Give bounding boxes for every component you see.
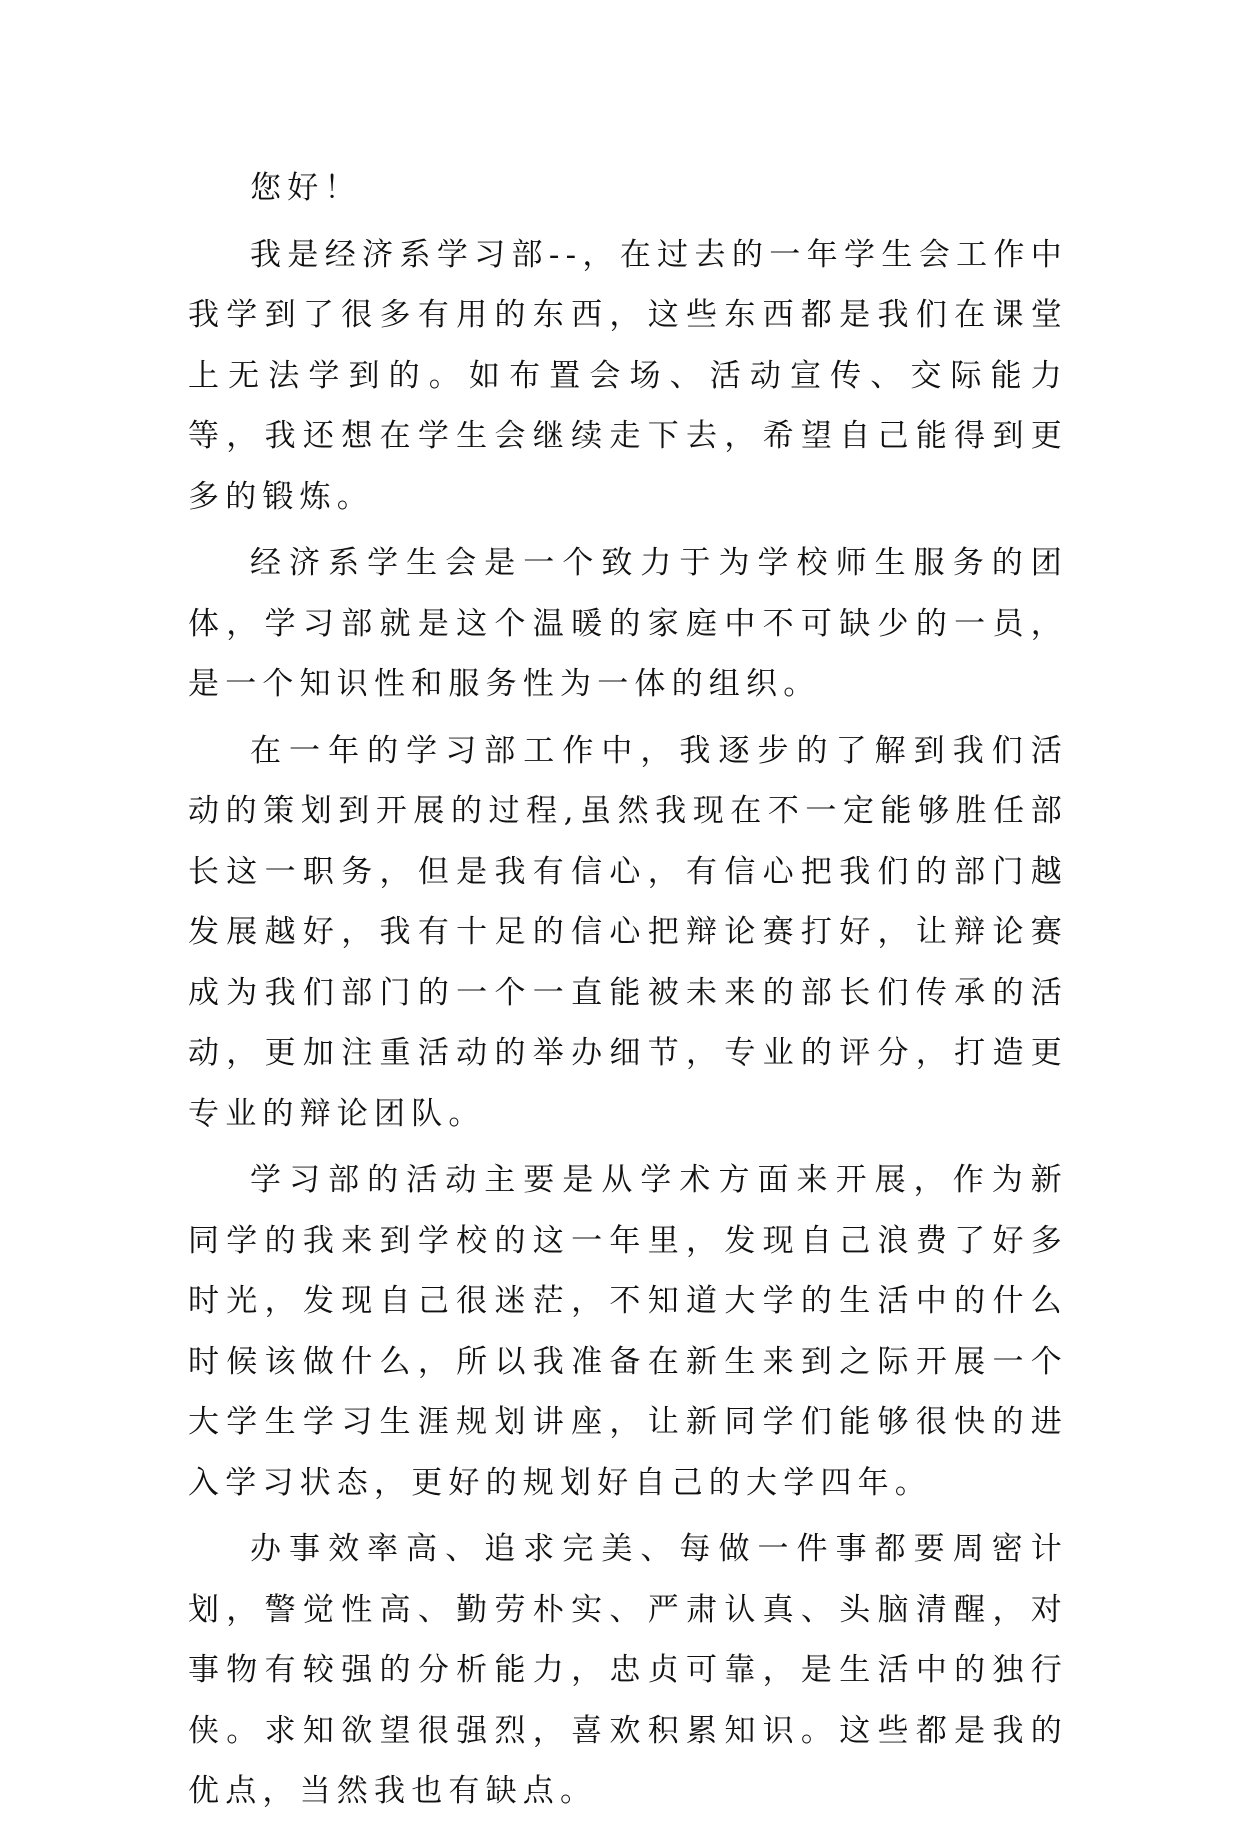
paragraph-2: 经济系学生会是一个致力于为学校师生服务的团体，学习部就是这个温暖的家庭中不可缺少的一员，是一个知识性和服务性为一体的组织。: [188, 545, 1068, 702]
paragraph-3: 在一年的学习部工作中，我逐步的了解到我们活动的策划到开展的过程,虽然我现在不一定能够胜任部长这一职务，但是我有信心，有信心把我们的部门越发展越好，我有十足的信心把辩论赛打好，让辩论赛成为我们部门的一个一直能被未来的部长们传承的活动，更加注重活动的举办细节，专业的评分，打造更专业的辩论团队。: [188, 732, 1068, 1132]
paragraph-4: 学习部的活动主要是从学术方面来开展，作为新同学的我来到学校的这一年里，发现自己浪费了好多时光，发现自己很迷茫，不知道大学的生活中的什么时候该做什么，所以我准备在新生来到之际开展一个大学生学习生涯规划讲座，让新同学们能够很快的进入学习状态，更好的规划好自己的大学四年。: [188, 1162, 1068, 1501]
paragraph-5: 办事效率高、追求完美、每做一件事都要周密计划，警觉性高、勤劳朴实、严肃认真、头脑清醒，对事物有较强的分析能力，忠贞可靠，是生活中的独行侠。求知欲望很强烈，喜欢积累知识。这些都是我的优点，当然我也有缺点。: [188, 1531, 1068, 1809]
greeting: 您好！: [250, 170, 362, 206]
document-body: [188, 158, 1068, 1828]
paragraph-1: 我是经济系学习部--，在过去的一年学生会工作中我学到了很多有用的东西，这些东西都是我们在课堂上无法学到的。如布置会场、活动宣传、交际能力等，我还想在学生会继续走下去，希望自己能得到更多的锻炼。: [188, 236, 1068, 515]
